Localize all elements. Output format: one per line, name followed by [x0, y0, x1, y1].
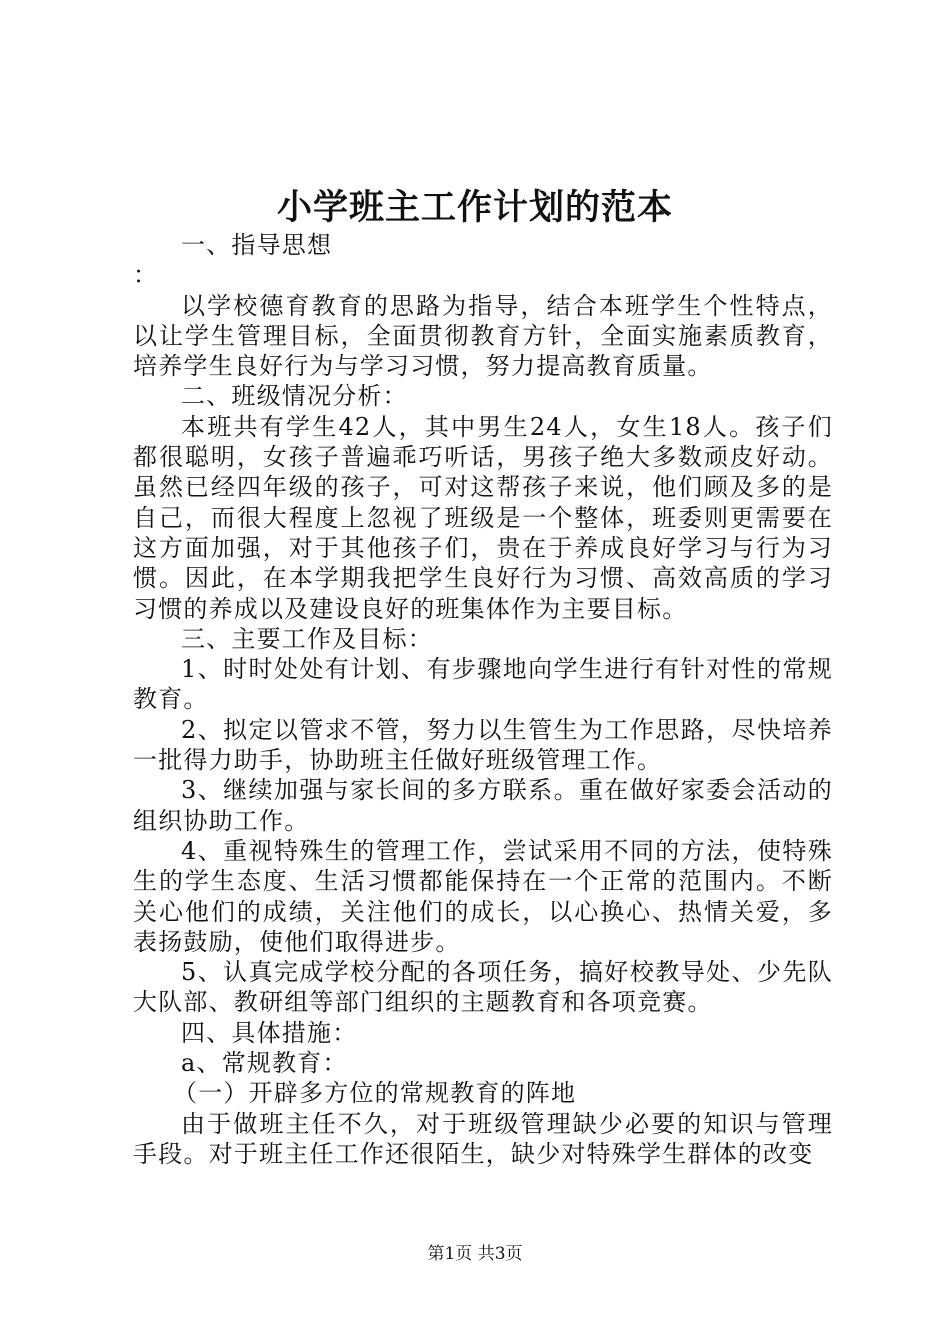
paragraph-goal-3: 3、继续加强与家长间的多方联系。重在做好家委会活动的组织协助工作。 [133, 776, 833, 835]
paragraph-class-analysis-text: 本班共有学生42人，其中男生24人，女生18人。孩子们都很聪明，女孩子普遍乖巧听话，男孩子绝大多数顽皮好动。虽然已经四年级的孩子，可对这帮孩子来说，他们顾及多的是自己，而很大程度上忽视了班级是一个整体，班委则更需要在这方面加强，对于其他孩子们，贵在于养成良好学习与行为习惯。因此，在本学期我把学生良好行为习惯、高效高质的学习习惯的养成以及建设良好的班集体作为主要目标。 [133, 412, 833, 623]
document-title: 小学班主工作计划的范本 [276, 187, 673, 228]
paragraph-heading-class-analysis: 二、班级情况分析： [181, 382, 408, 411]
paragraph-measures-text: 由于做班主任不久，对于班级管理缺少必要的知识与管理手段。对于班主任工作还很陌生，缺少对特殊学生群体的改变 [133, 1109, 833, 1168]
paragraph-heading-guiding-thought: 一、指导思想 [181, 231, 333, 259]
page-footer: 第1页 共3页 [427, 1244, 523, 1264]
paragraph-goal-1: 1、时时处处有计划、有步骤地向学生进行有针对性的常规教育。 [133, 655, 833, 714]
paragraph-goal-2: 2、拟定以管求不管，努力以生管生为工作思路，尽快培养一批得力助手，协助班主任做好班级管理工作。 [133, 715, 833, 775]
paragraph-goal-5: 5、认真完成学校分配的各项任务，搞好校教导处、少先队大队部、教研组等部门组织的主题教育和各项竞赛。 [133, 958, 833, 1017]
document-body [133, 230, 833, 1169]
paragraph-guiding-text: 以学校德育教育的思路为指导，结合本班学生个性特点，以让学生管理目标，全面贯彻教育方针，全面实施素质教育，培养学生良好行为与学习习惯，努力提高教育质量。 [133, 291, 833, 381]
paragraph-heading-measures: 四、具体措施： [181, 1018, 358, 1047]
paragraph-subheading-positions: （一）开辟多方位的常规教育的阵地 [173, 1079, 577, 1108]
paragraph-routine-education: a、常规教育： [181, 1049, 348, 1078]
paragraph-colon: ： [133, 261, 159, 290]
paragraph-heading-main-work: 三、主要工作及目标： [181, 624, 433, 653]
paragraph-goal-4: 4、重视特殊生的管理工作，尝试采用不同的方法，使特殊生的学生态度、生活习惯都能保持在一个正常的范围内。不断关心他们的成绩，关注他们的成长，以心换心、热情关爱，多表扬鼓励，使他们取得进步。 [133, 836, 833, 956]
